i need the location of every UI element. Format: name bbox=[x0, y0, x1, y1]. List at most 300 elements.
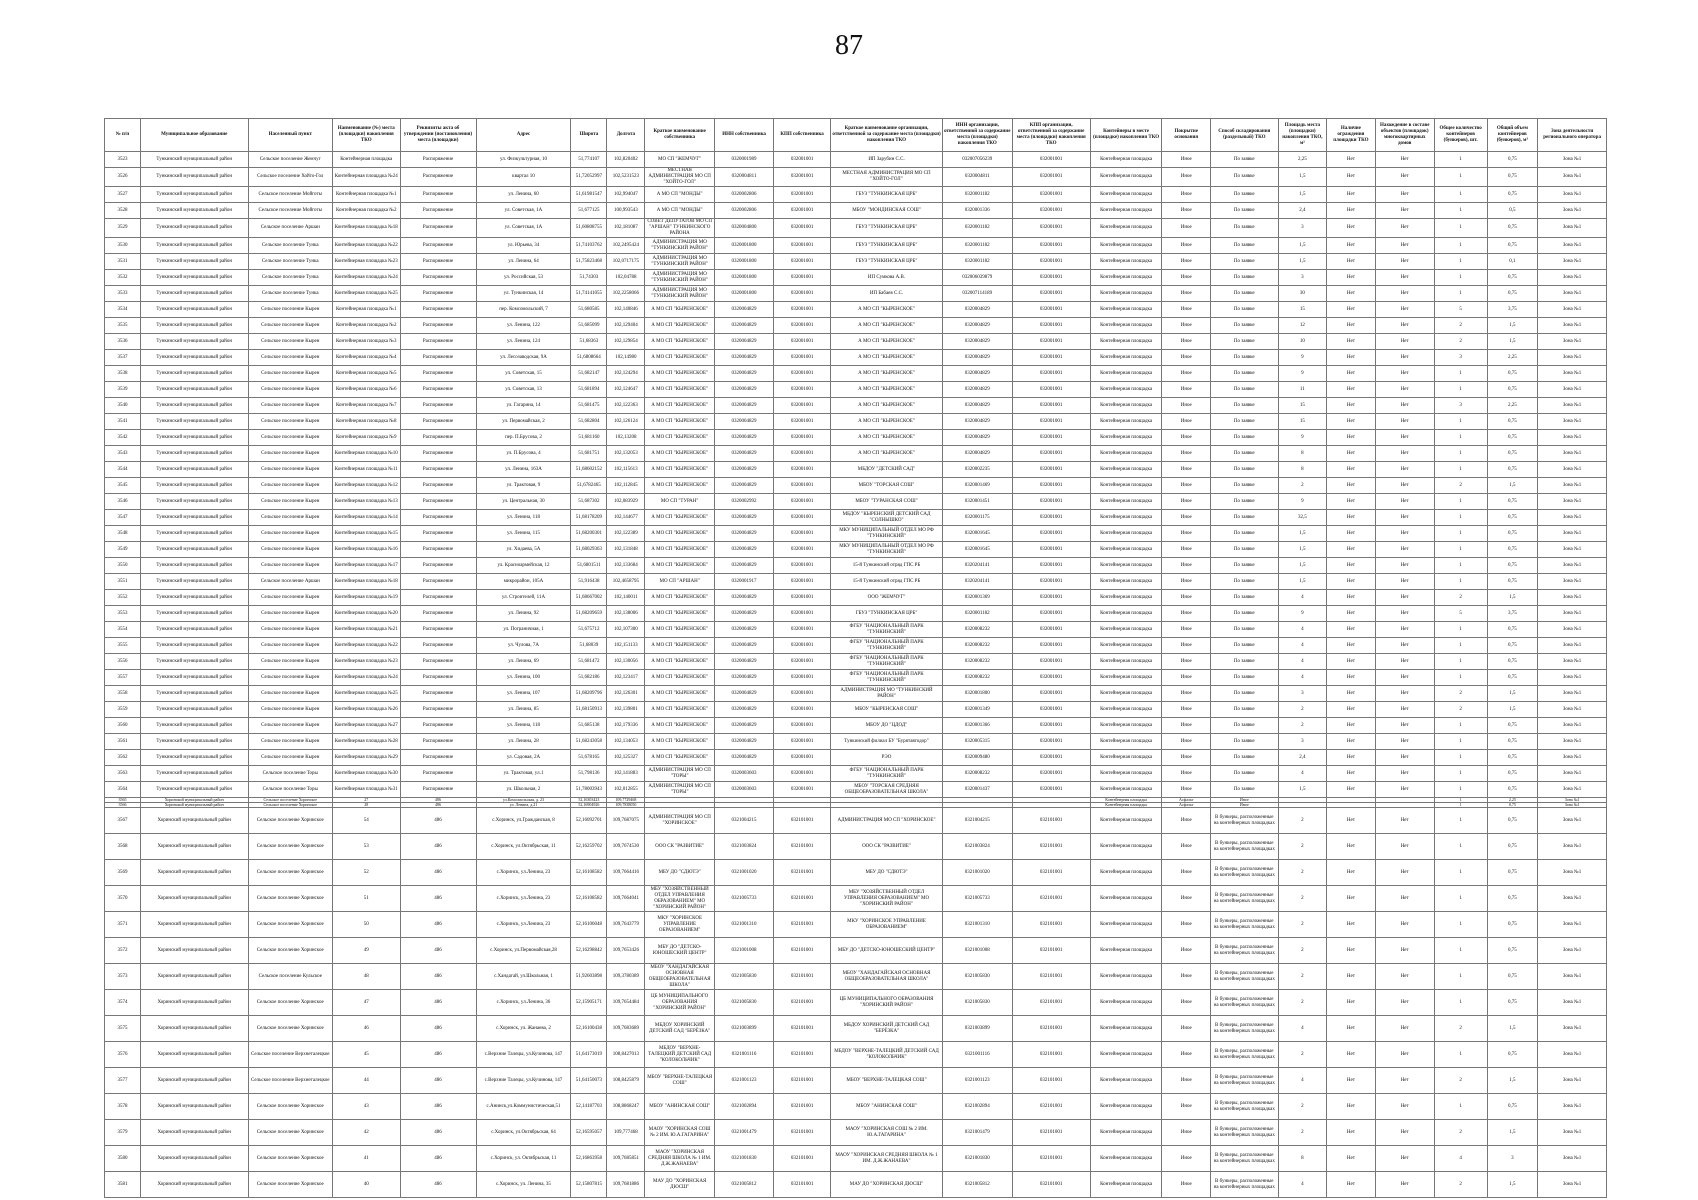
table-cell: 0320004829 bbox=[715, 734, 774, 750]
table-cell: 032101001 bbox=[1012, 1068, 1090, 1094]
table-cell: 0320004829 bbox=[715, 318, 774, 334]
table-cell: 032001001 bbox=[1012, 187, 1090, 203]
table-cell: 102,179336 bbox=[607, 718, 645, 734]
table-cell: 102,123417 bbox=[607, 670, 645, 686]
table-cell: 52,16092701 bbox=[571, 808, 607, 834]
table-cell: 032001001 bbox=[774, 318, 831, 334]
table-cell: В бункеры, расположенные на контейнерных площадках bbox=[1211, 1120, 1279, 1146]
table-row bbox=[105, 860, 1607, 886]
table-cell: ГБУЗ "ТУНКИНСКАЯ ЦРБ" bbox=[831, 254, 943, 270]
table-cell: МБУ ДО "СДЮТЭ" bbox=[831, 860, 943, 886]
table-cell: 0320001182 bbox=[942, 238, 1012, 254]
table-cell: 3553 bbox=[105, 606, 141, 622]
table-cell: Нет bbox=[1375, 398, 1434, 414]
table-cell: Тункинский муниципальный район bbox=[140, 446, 248, 462]
table-cell: 3546 bbox=[105, 494, 141, 510]
table-cell: МКУ МУНИЦИПАЛЬНЫЙ ОТДЕЛ МО РФ "ТУНКИНСКИЙ" bbox=[831, 526, 943, 542]
table-cell: 032001001 bbox=[1012, 430, 1090, 446]
table-cell: 486 bbox=[400, 990, 476, 1016]
table-cell: 032101001 bbox=[774, 912, 831, 938]
table-cell: Сельское поселение Хоринское bbox=[248, 1094, 332, 1120]
table-cell: Нет bbox=[1375, 718, 1434, 734]
column-header: Контейнеры в месте (площадке) накопления ТКО bbox=[1090, 119, 1162, 152]
table-cell: Нет bbox=[1327, 702, 1376, 718]
table-cell: Контейнерная площадка bbox=[1090, 606, 1162, 622]
table-cell: Зона №1 bbox=[1538, 334, 1607, 350]
table-cell: В бункеры, расположенные на контейнерных площадках bbox=[1211, 1042, 1279, 1068]
table-cell: 0,75 bbox=[1487, 912, 1538, 938]
table-cell: 4 bbox=[1278, 1172, 1327, 1198]
table-cell: По заявке bbox=[1211, 366, 1279, 382]
table-cell: Сельское поселение Кырен bbox=[248, 750, 332, 766]
table-cell: Зона №1 bbox=[1538, 718, 1607, 734]
table-cell: 51,74303 bbox=[571, 270, 607, 286]
table-cell: 102,5231523 bbox=[607, 168, 645, 187]
table-cell: 032001001 bbox=[1012, 286, 1090, 302]
table-cell: 0320004829 bbox=[715, 350, 774, 366]
table-cell: 0,75 bbox=[1487, 782, 1538, 798]
table-cell: с.Хоринск, ул.Ленина, 23 bbox=[476, 912, 571, 938]
table-cell: 032006039879 bbox=[942, 270, 1012, 286]
table-cell: ул. Российская, 53 bbox=[476, 270, 571, 286]
table-cell: Тункинский муниципальный район bbox=[140, 334, 248, 350]
table-cell: 102,083929 bbox=[607, 494, 645, 510]
table-cell: Зона №1 bbox=[1538, 238, 1607, 254]
table-cell: 0,75 bbox=[1487, 494, 1538, 510]
table-cell: Распоряжение bbox=[400, 398, 476, 414]
table-cell: Зона №1 bbox=[1538, 526, 1607, 542]
table-cell: 9 bbox=[1278, 350, 1327, 366]
table-cell: 3544 bbox=[105, 462, 141, 478]
table-cell: 3555 bbox=[105, 638, 141, 654]
table-cell: 0,75 bbox=[1487, 526, 1538, 542]
table-cell: 0320008232 bbox=[942, 670, 1012, 686]
table-cell: 1 bbox=[1434, 964, 1487, 990]
table-cell: 032001001 bbox=[1012, 766, 1090, 782]
table-cell: Контейнерная площадка №1 bbox=[332, 187, 400, 203]
table-row bbox=[105, 430, 1607, 446]
table-cell: Иное bbox=[1162, 590, 1211, 606]
table-cell: Иное bbox=[1162, 938, 1211, 964]
table-row bbox=[105, 766, 1607, 782]
table-cell: 3560 bbox=[105, 718, 141, 734]
table-cell: 1 bbox=[1434, 462, 1487, 478]
table-cell: Контейнерная площадка №28 bbox=[332, 734, 400, 750]
table-cell: Нет bbox=[1375, 334, 1434, 350]
table-cell: 0320001366 bbox=[942, 718, 1012, 734]
table-cell: 0320004829 bbox=[715, 606, 774, 622]
table-cell: Иное bbox=[1162, 860, 1211, 886]
table-cell: Контейнерная площадка №31 bbox=[332, 782, 400, 798]
table-cell: 1 bbox=[1434, 270, 1487, 286]
table-cell: 0320004829 bbox=[715, 526, 774, 542]
table-cell: 0321001479 bbox=[715, 1120, 774, 1146]
table-cell: Контейнерная площадка №13 bbox=[332, 494, 400, 510]
table-cell: ул. Ленина, 64 bbox=[476, 254, 571, 270]
table-cell: По заявке bbox=[1211, 686, 1279, 702]
table-cell: Иное bbox=[1211, 798, 1279, 803]
table-cell: 0321003824 bbox=[715, 834, 774, 860]
table-cell: 0320001451 bbox=[942, 494, 1012, 510]
table-cell: Иное bbox=[1162, 886, 1211, 912]
table-cell: Нет bbox=[1375, 606, 1434, 622]
table-cell: МБОУ "АНИНСКАЯ СОШ" bbox=[645, 1094, 715, 1120]
table-cell: 0320004829 bbox=[715, 750, 774, 766]
table-cell: 0320004829 bbox=[715, 542, 774, 558]
table-cell: МО СП "ЖЕМЧУГ" bbox=[645, 152, 715, 168]
table-cell: 486 bbox=[400, 808, 476, 834]
table-cell: 032001001 bbox=[1012, 203, 1090, 219]
table-cell: Тункинский муниципальный район bbox=[140, 318, 248, 334]
table-cell: АДМИНИСТРАЦИЯ МО "ТУНКИНСКИЙ РАЙОН" bbox=[645, 286, 715, 302]
table-cell: 032001001 bbox=[1012, 526, 1090, 542]
table-row bbox=[105, 686, 1607, 702]
table-cell: Иное bbox=[1162, 398, 1211, 414]
table-cell: Зона №1 bbox=[1538, 558, 1607, 574]
table-cell: СОВЕТ ДЕПУТАТОВ МО СП "АРШАН" ТУНКИНСКОГО РАЙОНА bbox=[645, 219, 715, 238]
table-cell: Контейнерная площадка bbox=[1090, 1042, 1162, 1068]
table-cell: Контейнерная площадка bbox=[1090, 1094, 1162, 1120]
table-cell: ул. Советская, 13 bbox=[476, 382, 571, 398]
table-cell: МБОУ ДО "ЦДОД" bbox=[831, 718, 943, 734]
table-cell: 102,4658795 bbox=[607, 574, 645, 590]
table-cell: А МО СП "КЫРЕНСКОЕ" bbox=[645, 366, 715, 382]
table-cell: Распоряжение bbox=[400, 168, 476, 187]
table-cell: 032001001 bbox=[1012, 670, 1090, 686]
table-cell: 52,16259702 bbox=[571, 834, 607, 860]
table-cell: Иное bbox=[1162, 238, 1211, 254]
table-cell: 2 bbox=[1434, 1068, 1487, 1094]
table-cell: 1 bbox=[1434, 734, 1487, 750]
table-cell: В бункеры, расположенные на контейнерных площадках bbox=[1211, 1016, 1279, 1042]
table-cell: 032001001 bbox=[1012, 702, 1090, 718]
table-cell: ул. Трактовая, 9 bbox=[476, 478, 571, 494]
table-cell: По заявке bbox=[1211, 238, 1279, 254]
table-cell: 032101001 bbox=[774, 808, 831, 834]
table-cell: 3563 bbox=[105, 766, 141, 782]
table-cell: ул. Трактовая, ул.1 bbox=[476, 766, 571, 782]
table-row bbox=[105, 808, 1607, 834]
table-cell: МАОУ "ХОРИНСКАЯ СРЕДНЯЯ ШКОЛА № 1 ИМ. Д.Ж.ЖАНАЕВА" bbox=[831, 1146, 943, 1172]
table-cell: 032101001 bbox=[774, 1172, 831, 1198]
table-cell: 51,68602152 bbox=[571, 462, 607, 478]
table-row bbox=[105, 1146, 1607, 1172]
table-cell: 032101001 bbox=[774, 886, 831, 912]
table-cell: ул. Школьная, 2 bbox=[476, 782, 571, 798]
table-cell: Контейнерная площадка №2 bbox=[332, 318, 400, 334]
table-cell: Зона №1 bbox=[1538, 990, 1607, 1016]
table-cell: 032001001 bbox=[1012, 350, 1090, 366]
table-cell: МБОУ "ТУРАНСКАЯ СОШ" bbox=[831, 494, 943, 510]
table-cell: 51,68209659 bbox=[571, 606, 607, 622]
table-cell: Нет bbox=[1327, 350, 1376, 366]
table-cell: 0,75 bbox=[1487, 808, 1538, 834]
column-header: Краткое наименование организации, ответственной за содержание места (площадки) накопления ТКО bbox=[831, 119, 943, 152]
table-cell: 52,16595057 bbox=[571, 1120, 607, 1146]
table-cell: Тункинский муниципальный район bbox=[140, 494, 248, 510]
table-cell: 1,5 bbox=[1487, 590, 1538, 606]
table-cell: 1 bbox=[1434, 798, 1487, 803]
table-cell: Тункинский муниципальный район bbox=[140, 654, 248, 670]
table-cell: ул. Советская, 1А bbox=[476, 203, 571, 219]
table-cell: 51,774107 bbox=[571, 152, 607, 168]
table-cell: Контейнерная площадка bbox=[1090, 286, 1162, 302]
table-cell: 51,675712 bbox=[571, 622, 607, 638]
table-cell: 52,16108582 bbox=[571, 886, 607, 912]
table-cell: 0320003603 bbox=[715, 766, 774, 782]
table-cell: Зона №1 bbox=[1538, 286, 1607, 302]
table-cell: 032101001 bbox=[774, 938, 831, 964]
table-cell: А МО СП "КЫРЕНСКОЕ" bbox=[645, 558, 715, 574]
table-row bbox=[105, 494, 1607, 510]
table-cell: 0321003824 bbox=[942, 834, 1012, 860]
table-cell: Распоряжение bbox=[400, 590, 476, 606]
table-cell: Нет bbox=[1327, 382, 1376, 398]
table-cell: ул. Ленина, 115 bbox=[476, 526, 571, 542]
table-cell: 1 bbox=[1434, 168, 1487, 187]
column-header: Широта bbox=[571, 119, 607, 152]
table-cell: 109,7681886 bbox=[607, 1172, 645, 1198]
table-cell: Хоринский муниципальный район bbox=[140, 912, 248, 938]
table-cell: Контейнерная площадка bbox=[1090, 834, 1162, 860]
table-cell: 1 bbox=[1434, 286, 1487, 302]
table-cell: 032001001 bbox=[774, 574, 831, 590]
table-cell: Тункинский муниципальный район bbox=[140, 203, 248, 219]
table-cell: 0320204141 bbox=[942, 558, 1012, 574]
table-cell: 1 bbox=[1434, 203, 1487, 219]
table-cell: ул. Красноармейская, 12 bbox=[476, 558, 571, 574]
table-cell: А МО СП "КЫРЕНСКОЕ" bbox=[831, 366, 943, 382]
table-row bbox=[105, 1016, 1607, 1042]
table-cell: Хоринский муниципальный район bbox=[140, 1042, 248, 1068]
table-cell: Нет bbox=[1375, 912, 1434, 938]
table-cell: 1,5 bbox=[1278, 168, 1327, 187]
table-cell: Контейнерная площадка bbox=[1090, 766, 1162, 782]
table-cell: Контейнерная площадка bbox=[1090, 414, 1162, 430]
table-cell: А МО СП "МОНДЫ" bbox=[645, 203, 715, 219]
table-cell: МКУ "ХОРИНСКОЕ УПРАВЛЕНИЕ ОБРАЗОВАНИЕМ" bbox=[831, 912, 943, 938]
table-cell: 032101001 bbox=[1012, 912, 1090, 938]
table-cell: АДМИНИСТРАЦИЯ МО "ТУНКИНСКИЙ РАЙОН" bbox=[645, 238, 715, 254]
table-cell: МБОУ "ХАНДАГАЙСКАЯ ОСНОВНАЯ ОБЩЕОБРАЗОВАТЕЛЬНАЯ ШКОЛА" bbox=[831, 964, 943, 990]
table-cell: А МО СП "КЫРЕНСКОЕ" bbox=[645, 350, 715, 366]
table-cell: Нет bbox=[1375, 238, 1434, 254]
table-cell: ИП Зарубин С.С. bbox=[831, 152, 943, 168]
table-cell: 032001001 bbox=[1012, 219, 1090, 238]
table-cell: МО СП "АРШАН" bbox=[645, 574, 715, 590]
table-row bbox=[105, 318, 1607, 334]
table-cell: 032001001 bbox=[774, 654, 831, 670]
table-cell: Распоряжение bbox=[400, 152, 476, 168]
table-cell: Нет bbox=[1327, 964, 1376, 990]
table-cell: В бункеры, расположенные на контейнерных площадках bbox=[1211, 990, 1279, 1016]
table-cell: ул. Ленина, д.21 bbox=[476, 803, 571, 808]
table-cell: Сельское поселение Мойготы bbox=[248, 187, 332, 203]
table-cell: Хоринский муниципальный район bbox=[140, 798, 248, 803]
table-cell: Распоряжение bbox=[400, 606, 476, 622]
table-cell: Иное bbox=[1162, 203, 1211, 219]
table-cell: Контейнерная площадка №5 bbox=[332, 366, 400, 382]
table-cell: 032001001 bbox=[774, 462, 831, 478]
table-cell: МКУ МУНИЦИПАЛЬНЫЙ ОТДЕЛ МО РФ "ТУНКИНСКИЙ" bbox=[831, 542, 943, 558]
table-cell: Нет bbox=[1375, 782, 1434, 798]
table-cell: 0321001479 bbox=[942, 1120, 1012, 1146]
table-cell: 4 bbox=[1434, 1146, 1487, 1172]
table-cell: 1 bbox=[1434, 430, 1487, 446]
table-cell: 0,75 bbox=[1487, 1094, 1538, 1120]
table-cell: Тункинский муниципальный район bbox=[140, 750, 248, 766]
table-cell: 032101001 bbox=[1012, 808, 1090, 834]
table-cell: 032001001 bbox=[1012, 238, 1090, 254]
table-cell: 9 bbox=[1278, 366, 1327, 382]
table-cell: 0320008232 bbox=[942, 766, 1012, 782]
table-cell: Нет bbox=[1327, 168, 1376, 187]
table-row bbox=[105, 606, 1607, 622]
table-cell: Иное bbox=[1162, 542, 1211, 558]
table-cell: 032001001 bbox=[1012, 654, 1090, 670]
table-cell: 0320204141 bbox=[942, 574, 1012, 590]
table-cell: А МО СП "КЫРЕНСКОЕ" bbox=[831, 414, 943, 430]
table-cell: Контейнерная площадка bbox=[1090, 808, 1162, 834]
table-cell: Тункинский муниципальный район bbox=[140, 152, 248, 168]
table-cell: 50 bbox=[332, 912, 400, 938]
table-cell: Зона №1 bbox=[1538, 834, 1607, 860]
table-cell: 032001001 bbox=[1012, 542, 1090, 558]
table-cell: 0321001310 bbox=[942, 912, 1012, 938]
table-cell: Тункинский муниципальный район bbox=[140, 462, 248, 478]
table-cell: 0320004829 bbox=[715, 478, 774, 494]
table-cell: 032001001 bbox=[774, 270, 831, 286]
table-cell: 0321001123 bbox=[942, 1068, 1012, 1094]
table-cell: ЦБ МУНИЦИПАЛЬНОГО ОБРАЗОВАНИЯ "ХОРИНСКИЙ РАЙОН" bbox=[645, 990, 715, 1016]
table-cell: 3 bbox=[1434, 398, 1487, 414]
table-cell: А МО СП "КЫРЕНСКОЕ" bbox=[645, 622, 715, 638]
table-cell: Нет bbox=[1327, 1068, 1376, 1094]
table-cell: 0,75 bbox=[1487, 446, 1538, 462]
table-cell: МКУ "ХОРИНСКОЕ УПРАВЛЕНИЕ ОБРАЗОВАНИЕМ" bbox=[645, 912, 715, 938]
table-cell: Распоряжение bbox=[400, 670, 476, 686]
table-cell: 032101001 bbox=[1012, 860, 1090, 886]
table-cell: Нет bbox=[1327, 398, 1376, 414]
table-row bbox=[105, 238, 1607, 254]
table-cell: Тункинский муниципальный район bbox=[140, 478, 248, 494]
table-cell: 102,130056 bbox=[607, 654, 645, 670]
table-cell: ул. Ленина, 92 bbox=[476, 606, 571, 622]
table-cell: 1 bbox=[1434, 366, 1487, 382]
table-cell: ул. Ленина, 69 bbox=[476, 654, 571, 670]
table-cell: 0320009480 bbox=[942, 750, 1012, 766]
table-cell: МБДОУ "ДЕТСКИЙ САД" bbox=[831, 462, 943, 478]
table-row bbox=[105, 510, 1607, 526]
table-cell: Контейнерная площадка №22 bbox=[332, 638, 400, 654]
table-cell: Тункинский муниципальный район bbox=[140, 238, 248, 254]
table-cell: 032001001 bbox=[774, 446, 831, 462]
table-cell: 3581 bbox=[105, 1172, 141, 1198]
table-cell: Контейнерная площадка bbox=[332, 152, 400, 168]
table-cell: Иное bbox=[1162, 782, 1211, 798]
table-row bbox=[105, 964, 1607, 990]
table-cell: Тункинский муниципальный район bbox=[140, 382, 248, 398]
table-cell: Контейнерная площадка №2 bbox=[332, 203, 400, 219]
table-cell: Нет bbox=[1327, 510, 1376, 526]
table-cell: 032001001 bbox=[1012, 366, 1090, 382]
table-cell: Распоряжение bbox=[400, 430, 476, 446]
table-cell: Контейнерная площадка bbox=[1090, 398, 1162, 414]
table-cell: 032001001 bbox=[1012, 446, 1090, 462]
table-cell: МБОУ "КЫРЕНСКАЯ СОШ" bbox=[831, 702, 943, 718]
table-cell: 1 bbox=[1434, 526, 1487, 542]
table-cell: Распоряжение bbox=[400, 203, 476, 219]
table-cell: 0320002992 bbox=[715, 494, 774, 510]
table-cell: 0,75 bbox=[1487, 168, 1538, 187]
table-cell: 2,4 bbox=[1278, 203, 1327, 219]
table-cell: Контейнерная площадка №20 bbox=[332, 606, 400, 622]
table-cell: 52,16904926 bbox=[571, 803, 607, 808]
table-cell: Контейнерная площадка bbox=[1090, 750, 1162, 766]
table-cell: 032001001 bbox=[774, 734, 831, 750]
table-cell: Контейнерная площадка №10 bbox=[332, 446, 400, 462]
table-cell: 0320004829 bbox=[715, 590, 774, 606]
table-cell: Зона №1 bbox=[1538, 510, 1607, 526]
table-cell: 102,2258066 bbox=[607, 286, 645, 302]
table-cell: Хоринский муниципальный район bbox=[140, 1120, 248, 1146]
table-cell: Контейнерная площадка №26 bbox=[332, 702, 400, 718]
table-cell: 032001001 bbox=[774, 526, 831, 542]
table-cell: Сельское поселение Кырен bbox=[248, 398, 332, 414]
table-cell: 28 bbox=[332, 803, 400, 808]
table-cell: 51,92603898 bbox=[571, 964, 607, 990]
table-cell: Нет bbox=[1375, 1120, 1434, 1146]
table-cell: ФГБУ "НАЦИОНАЛЬНЫЙ ПАРК "ТУНКИНСКИЙ" bbox=[831, 670, 943, 686]
table-cell: 52,16303423 bbox=[571, 798, 607, 803]
table-cell: 0320004829 bbox=[942, 430, 1012, 446]
table-cell: Зона №1 bbox=[1538, 366, 1607, 382]
table-cell: 3580 bbox=[105, 1146, 141, 1172]
table-cell: Нет bbox=[1375, 542, 1434, 558]
table-cell: Нет bbox=[1327, 834, 1376, 860]
table-cell: 486 bbox=[400, 964, 476, 990]
table-cell: 2,25 bbox=[1487, 798, 1538, 803]
table-cell: 8 bbox=[1278, 462, 1327, 478]
table-cell: МО СП "ТУРАН" bbox=[645, 494, 715, 510]
table-cell: Зона №1 bbox=[1538, 886, 1607, 912]
table-cell: Тункинский муниципальный район bbox=[140, 622, 248, 638]
table-cell: 0,75 bbox=[1487, 366, 1538, 382]
table-cell: 4 bbox=[1278, 670, 1327, 686]
table-cell: 0320001800 bbox=[715, 254, 774, 270]
table-cell: Сельское поселение Хоринское bbox=[248, 798, 332, 803]
table-cell: 486 bbox=[400, 834, 476, 860]
table-cell: Сельское поселение Аршан bbox=[248, 219, 332, 238]
table-cell: Зона №1 bbox=[1538, 1068, 1607, 1094]
table-cell: Иное bbox=[1162, 912, 1211, 938]
table-cell: квартал 10 bbox=[476, 168, 571, 187]
table-cell: 15 bbox=[1278, 398, 1327, 414]
table-cell: Нет bbox=[1327, 414, 1376, 430]
column-header: № п/п bbox=[105, 119, 141, 152]
table-cell: Сельское поселение Кырен bbox=[248, 702, 332, 718]
table-cell: Распоряжение bbox=[400, 766, 476, 782]
table-cell: А МО СП "КЫРЕНСКОЕ" bbox=[645, 302, 715, 318]
table-cell: Распоряжение bbox=[400, 702, 476, 718]
table-cell: ИП Бабаев С.С. bbox=[831, 286, 943, 302]
table-cell: Тункинский муниципальный район bbox=[140, 606, 248, 622]
table-cell: 47 bbox=[332, 990, 400, 1016]
table-row bbox=[105, 462, 1607, 478]
table-cell: Нет bbox=[1375, 254, 1434, 270]
table-cell: 0320001182 bbox=[942, 219, 1012, 238]
table-cell: 102,13208 bbox=[607, 430, 645, 446]
